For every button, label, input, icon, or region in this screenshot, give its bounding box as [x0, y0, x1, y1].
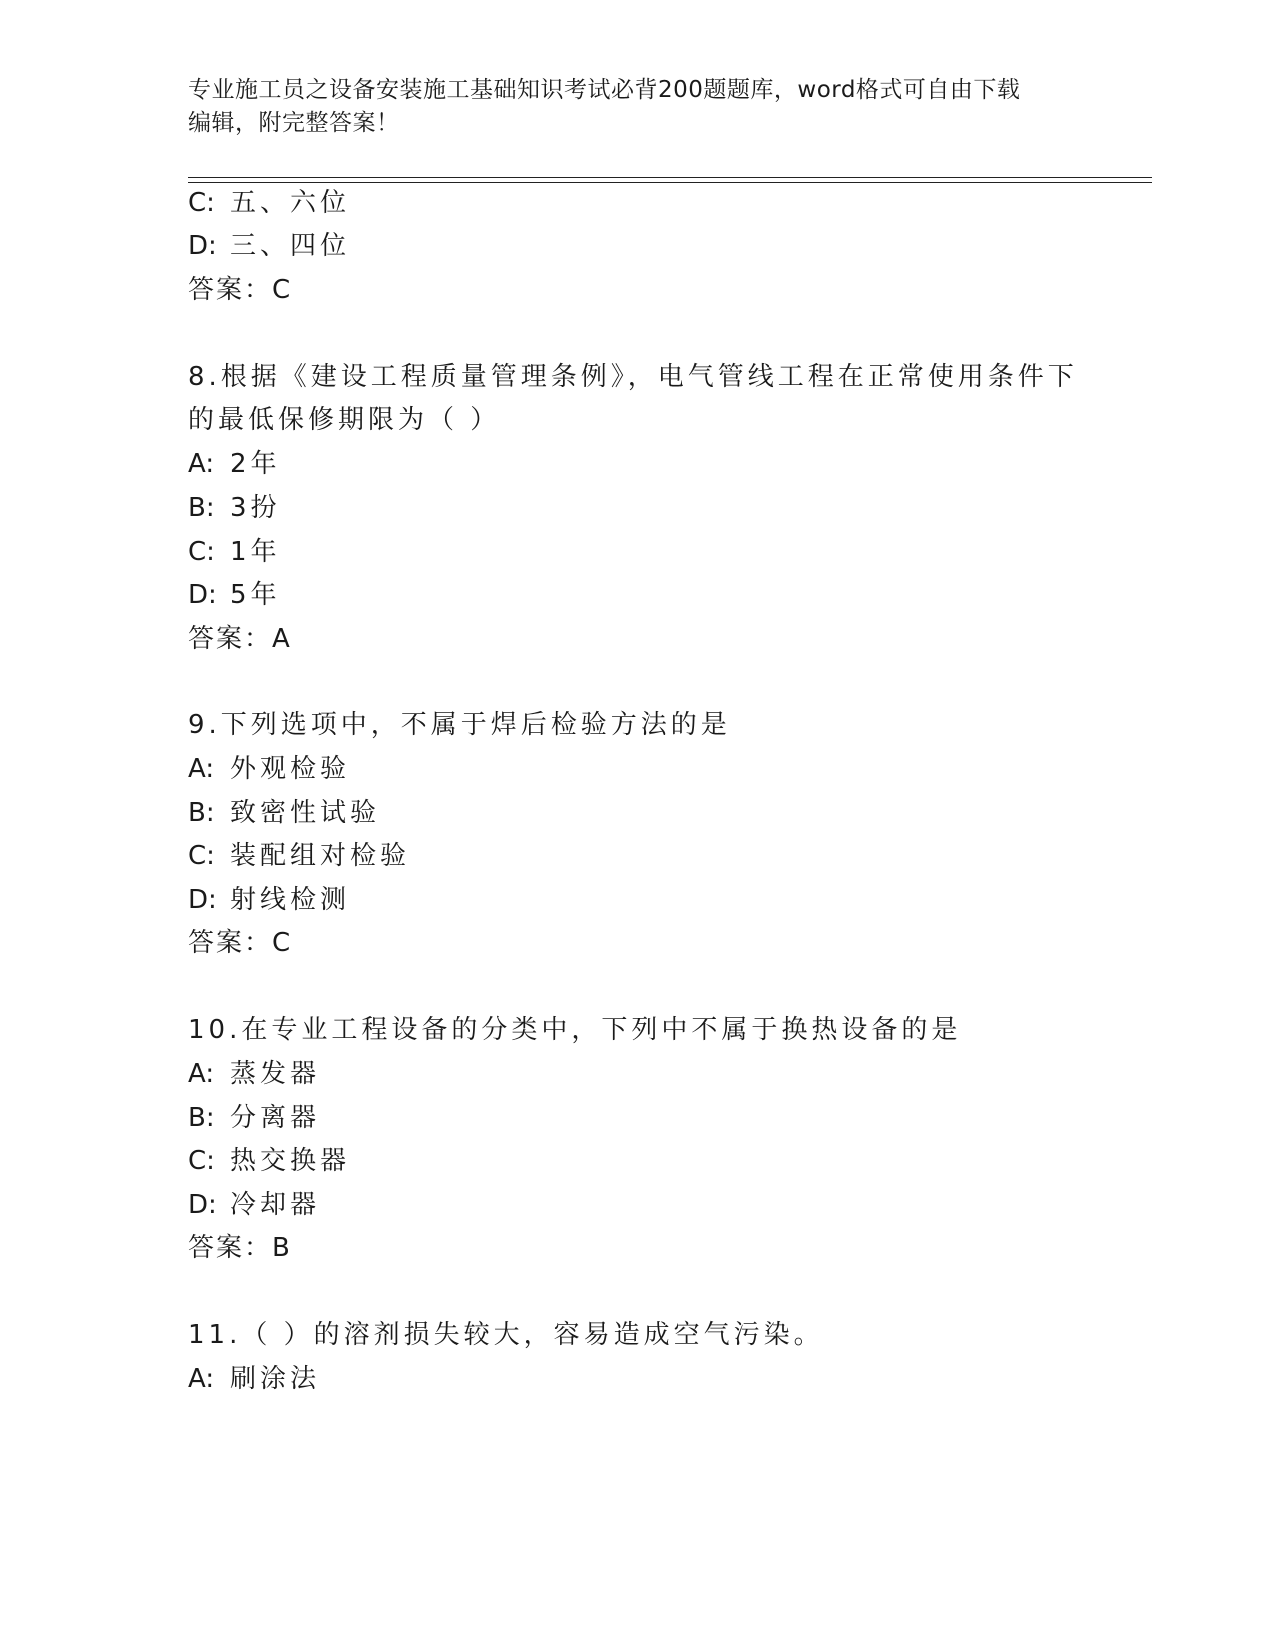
header-title-line-2: 编辑，附完整答案！ — [188, 110, 400, 136]
option-line — [188, 186, 350, 220]
option-key: A: — [188, 754, 215, 784]
option-line — [188, 447, 281, 481]
option-line — [188, 839, 410, 873]
option-key: B: — [188, 493, 215, 523]
option-key: A: — [188, 1364, 215, 1394]
option-key: D: — [188, 231, 217, 261]
option-text: 装配组对检验 — [230, 841, 411, 871]
question-text: 11.（ ）的溶剂损失较大，容易造成空气污染。 — [188, 1320, 824, 1350]
option-line — [188, 1362, 320, 1396]
option-text: 分离器 — [230, 1103, 321, 1133]
answer-line: 答案：A — [188, 624, 292, 654]
option-key: A: — [188, 1059, 215, 1089]
option-key: C: — [188, 1146, 215, 1176]
option-text: 5年 — [230, 580, 281, 610]
option-text: 致密性试验 — [230, 798, 381, 828]
option-key: B: — [188, 798, 215, 828]
option-key: C: — [188, 841, 215, 871]
option-line — [188, 1144, 350, 1178]
document-header — [188, 74, 1088, 140]
answer-line: 答案：C — [188, 275, 293, 305]
option-line — [188, 229, 350, 263]
option-text: 五、六位 — [230, 188, 351, 218]
option-text: 射线检测 — [230, 885, 351, 915]
option-text: 3扮 — [230, 493, 281, 523]
option-line — [188, 1188, 320, 1222]
option-text: 2年 — [230, 449, 281, 479]
option-key: C: — [188, 188, 215, 218]
option-text: 刷涂法 — [230, 1364, 321, 1394]
option-line — [188, 491, 281, 525]
answer-line: 答案：B — [188, 1233, 292, 1263]
option-text: 蒸发器 — [230, 1059, 321, 1089]
header-rule-bottom — [188, 182, 1152, 183]
question-text: 9.下列选项中，不属于焊后检验方法的是 — [188, 710, 731, 740]
option-line — [188, 796, 380, 830]
option-key: D: — [188, 885, 217, 915]
header-title-line-1: 专业施工员之设备安装施工基础知识考试必背200题题库，word格式可自由下载 — [188, 77, 1021, 103]
option-line — [188, 883, 350, 917]
option-text: 三、四位 — [230, 231, 351, 261]
option-text: 冷却器 — [230, 1190, 321, 1220]
option-text: 热交换器 — [230, 1146, 351, 1176]
option-line — [188, 1057, 320, 1091]
question-text: 的最低保修期限为（ ） — [188, 405, 501, 435]
option-text: 外观检验 — [230, 754, 351, 784]
option-key: B: — [188, 1103, 215, 1133]
option-key: D: — [188, 580, 217, 610]
question-text: 10.在专业工程设备的分类中，下列中不属于换热设备的是 — [188, 1015, 962, 1045]
option-key: C: — [188, 537, 215, 567]
question-text: 8.根据《建设工程质量管理条例》，电气管线工程在正常使用条件下 — [188, 362, 1078, 392]
option-line — [188, 752, 350, 786]
option-text: 1年 — [230, 537, 281, 567]
answer-line: 答案：C — [188, 928, 293, 958]
option-line — [188, 578, 281, 612]
option-key: A: — [188, 449, 215, 479]
option-line — [188, 1101, 320, 1135]
option-line — [188, 535, 281, 569]
option-key: D: — [188, 1190, 217, 1220]
header-rule-top — [188, 177, 1152, 178]
